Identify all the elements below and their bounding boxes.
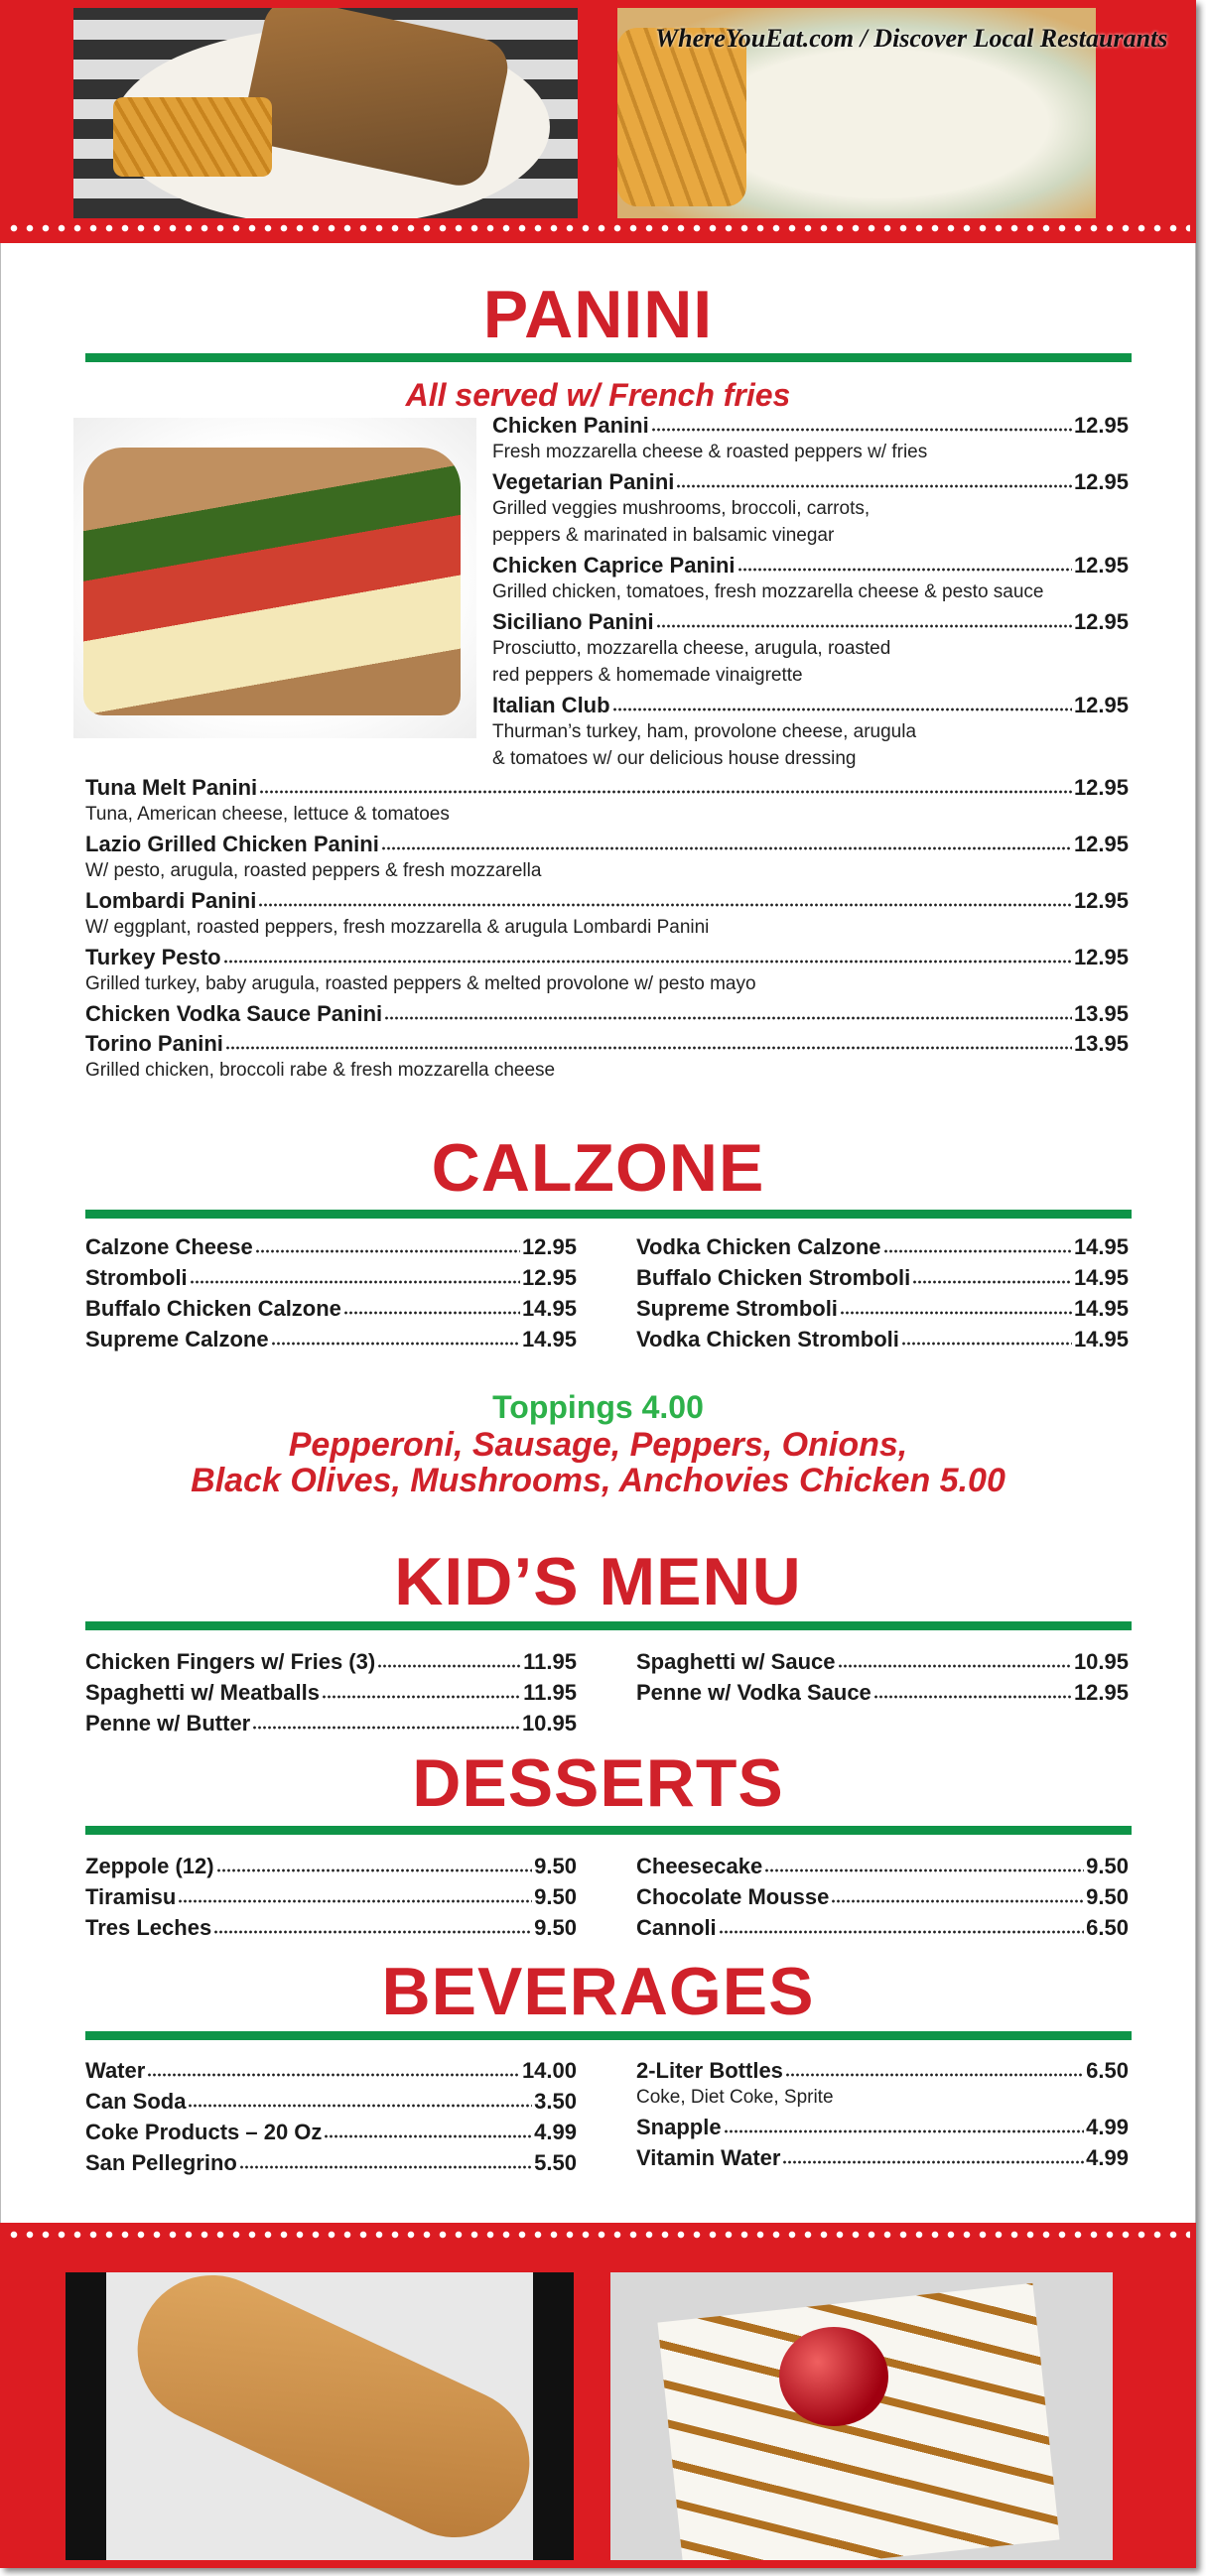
item-name: 2-Liter Bottles [636,2058,783,2083]
item-price: 12.95 [1073,1680,1129,1705]
desserts-title: DESSERTS [412,1745,784,1821]
menu-item [636,1294,1129,1323]
item-description: W/ eggplant, roasted peppers, fresh mozzarella & arugula Lombardi Panini [85,917,710,938]
item-price: 9.50 [534,1884,577,1909]
menu-item [492,691,1129,719]
dot-leader [223,960,1072,964]
item-price: 9.50 [1086,1854,1129,1878]
menu-item [85,1647,577,1676]
item-name: Buffalo Chicken Stromboli [636,1265,911,1290]
green-divider [85,1210,1132,1219]
item-price: 12.95 [1073,832,1129,856]
top-banner [0,0,1196,243]
item-price: 6.50 [1086,1915,1129,1940]
item-name: Siciliano Panini [492,609,654,634]
menu-item [636,2113,1129,2141]
dot-leader [840,1311,1072,1315]
dot-leader [216,1868,533,1872]
menu-item [636,2056,1129,2085]
item-price: 14.95 [1073,1265,1129,1290]
menu-item [636,1913,1129,1942]
tres-leches-photo [610,2272,1113,2560]
dot-leader [656,624,1072,628]
dot-leader [676,484,1072,488]
toppings-line-1: Pepperoni, Sausage, Peppers, Onions, [288,1426,908,1464]
item-name: Supreme Calzone [85,1327,269,1352]
item-name: Buffalo Chicken Calzone [85,1296,341,1321]
dot-leader [737,568,1072,572]
item-price: 12.95 [1073,553,1129,578]
dot-leader [259,790,1072,794]
dot-leader [324,2134,532,2138]
menu-item [492,551,1129,580]
menu-item [636,1325,1129,1353]
item-name: Zeppole (12) [85,1854,214,1878]
dot-leader [343,1311,520,1315]
dot-leader [612,708,1072,711]
dot-leader [322,1695,521,1699]
item-price: 12.95 [1073,469,1129,494]
menu-item [85,943,1129,971]
beverages-title: BEVERAGES [381,1954,815,2029]
item-description: & tomatoes w/ our delicious house dressing [492,748,857,769]
item-name: Chocolate Mousse [636,1884,830,1909]
item-name: Water [85,2058,146,2083]
menu-item [85,1709,577,1738]
item-name: Coke Products – 20 Oz [85,2120,323,2144]
dotted-divider [6,2231,1190,2239]
item-price: 11.95 [523,1649,577,1674]
dotted-divider [6,224,1190,232]
green-divider [85,1621,1132,1630]
panini-photo [73,418,476,738]
menu-item [85,886,1129,915]
dot-leader [255,1249,520,1253]
dot-leader [190,1280,520,1284]
item-price: 13.95 [1073,1031,1129,1056]
item-price: 14.95 [1073,1327,1129,1352]
dot-leader [225,1046,1072,1050]
item-price: 14.95 [1073,1234,1129,1259]
menu-item [636,1678,1129,1707]
menu-item [85,1678,577,1707]
bottom-banner [0,2223,1196,2568]
item-name: Cheesecake [636,1854,763,1878]
item-name: Tiramisu [85,1884,177,1909]
item-name: Italian Club [492,693,610,717]
item-price: 11.95 [523,1680,577,1705]
stromboli-photo [66,2272,574,2560]
menu-item [85,1325,577,1353]
item-name: Supreme Stromboli [636,1296,838,1321]
dot-leader [252,1726,520,1730]
menu-item [492,467,1129,496]
menu-item [85,1294,577,1323]
menu-item [85,1232,577,1261]
dot-leader [384,1016,1072,1020]
dot-leader [271,1342,520,1346]
item-description: Thurman’s turkey, ham, provolone cheese, arugula [492,721,917,742]
panini-fries-photo [73,8,578,218]
item-name: Calzone Cheese [85,1234,253,1259]
item-description: W/ pesto, arugula, roasted peppers & fresh mozzarella [85,860,542,881]
menu-item [636,1852,1129,1880]
item-description: Grilled chicken, tomatoes, fresh mozzarella cheese & pesto sauce [492,581,1044,602]
item-description: peppers & marinated in balsamic vinegar [492,525,835,546]
green-divider [85,2031,1132,2040]
dot-leader [873,1695,1072,1699]
kids-menu-title: KID’S MENU [394,1544,802,1619]
item-name: Chicken Panini [492,413,649,438]
dot-leader [785,2073,1084,2077]
item-name: Torino Panini [85,1031,223,1056]
item-description: Fresh mozzarella cheese & roasted peppers w/ fries [492,442,928,462]
menu-item [85,1263,577,1292]
item-description: Tuna, American cheese, lettuce & tomatoes [85,804,450,825]
item-name: Can Soda [85,2089,187,2114]
item-name: Tres Leches [85,1915,212,1940]
calzone-title: CALZONE [431,1130,765,1206]
item-price: 9.50 [534,1854,577,1878]
dot-leader [147,2073,520,2077]
item-price: 13.95 [1073,1001,1129,1026]
dot-leader [188,2104,532,2108]
item-name: Snapple [636,2115,722,2139]
menu-item [492,411,1129,440]
item-price: 6.50 [1086,2058,1129,2083]
dot-leader [239,2165,532,2169]
item-description: Grilled turkey, baby arugula, roasted peppers & melted provolone w/ pesto mayo [85,973,756,994]
menu-item [85,1882,577,1911]
item-price: 10.95 [521,1711,577,1736]
dot-leader [782,2160,1084,2164]
dot-leader [912,1280,1072,1284]
item-price: 9.50 [534,1915,577,1940]
item-price: 4.99 [534,2120,577,2144]
panini-subtitle: All served w/ French fries [405,377,791,413]
item-price: 12.95 [1073,693,1129,717]
menu-item [85,830,1129,858]
item-name: Vegetarian Panini [492,469,675,494]
green-divider [85,353,1132,362]
item-price: 12.95 [1073,775,1129,800]
menu-item [636,1232,1129,1261]
item-price: 14.00 [521,2058,577,2083]
item-name: Vodka Chicken Calzone [636,1234,881,1259]
item-price: 12.95 [1073,609,1129,634]
watermark: WhereYouEat.com / Discover Local Restaurants [655,24,1168,53]
item-price: 9.50 [1086,1884,1129,1909]
dot-leader [724,2129,1085,2133]
item-name: Chicken Vodka Sauce Panini [85,1001,383,1026]
dot-leader [831,1899,1084,1903]
item-price: 12.95 [521,1234,577,1259]
item-price: 4.99 [1086,2145,1129,2170]
item-name: Turkey Pesto [85,945,221,969]
item-description: Prosciutto, mozzarella cheese, arugula, roasted [492,638,891,659]
menu-item [85,1913,577,1942]
item-name: Chicken Caprice Panini [492,553,736,578]
menu-item [85,2118,577,2146]
item-price: 14.95 [1073,1296,1129,1321]
menu-item [85,999,1129,1028]
item-name: Stromboli [85,1265,188,1290]
item-price: 10.95 [1073,1649,1129,1674]
item-price: 12.95 [1073,945,1129,969]
item-price: 14.95 [521,1327,577,1352]
toppings-title: Toppings 4.00 [492,1389,704,1425]
menu-item [85,773,1129,802]
toppings-line-2: Black Olives, Mushrooms, Anchovies Chicken 5.00 [191,1462,1005,1499]
dot-leader [651,428,1072,432]
dot-leader [213,1930,532,1934]
menu-item [636,1882,1129,1911]
menu-item [85,1852,577,1880]
item-name: Vodka Chicken Stromboli [636,1327,899,1352]
menu-item [636,1647,1129,1676]
dot-leader [719,1930,1085,1934]
item-price: 12.95 [1073,413,1129,438]
item-name: Chicken Fingers w/ Fries (3) [85,1649,376,1674]
item-description: Coke, Diet Coke, Sprite [636,2087,834,2108]
dot-leader [377,1664,521,1668]
menu-item [85,2148,577,2177]
item-name: Cannoli [636,1915,717,1940]
item-price: 12.95 [1073,888,1129,913]
item-description: red peppers & homemade vinaigrette [492,665,803,686]
panini-title: PANINI [482,277,714,352]
dot-leader [258,903,1072,907]
item-name: Spaghetti w/ Meatballs [85,1680,320,1705]
menu-item [636,1263,1129,1292]
menu-item [492,607,1129,636]
menu-item [85,2056,577,2085]
item-price: 3.50 [534,2089,577,2114]
item-description: Grilled chicken, broccoli rabe & fresh mozzarella cheese [85,1060,556,1081]
item-name: Penne w/ Butter [85,1711,251,1736]
item-name: Penne w/ Vodka Sauce [636,1680,871,1705]
item-name: Lombardi Panini [85,888,257,913]
green-divider [85,1826,1132,1835]
item-price: 12.95 [521,1265,577,1290]
item-name: Vitamin Water [636,2145,781,2170]
item-name: Lazio Grilled Chicken Panini [85,832,379,856]
menu-item [85,1029,1129,1058]
dot-leader [838,1664,1072,1668]
menu-item [85,2087,577,2116]
item-name: Tuna Melt Panini [85,775,258,800]
dot-leader [178,1899,532,1903]
item-name: Spaghetti w/ Sauce [636,1649,836,1674]
dot-leader [901,1342,1072,1346]
item-description: Grilled veggies mushrooms, broccoli, carrots, [492,498,871,519]
item-price: 4.99 [1086,2115,1129,2139]
item-price: 14.95 [521,1296,577,1321]
dot-leader [883,1249,1072,1253]
dot-leader [764,1868,1084,1872]
item-price: 5.50 [534,2150,577,2175]
item-name: San Pellegrino [85,2150,237,2175]
menu-item [636,2143,1129,2172]
dot-leader [381,846,1072,850]
